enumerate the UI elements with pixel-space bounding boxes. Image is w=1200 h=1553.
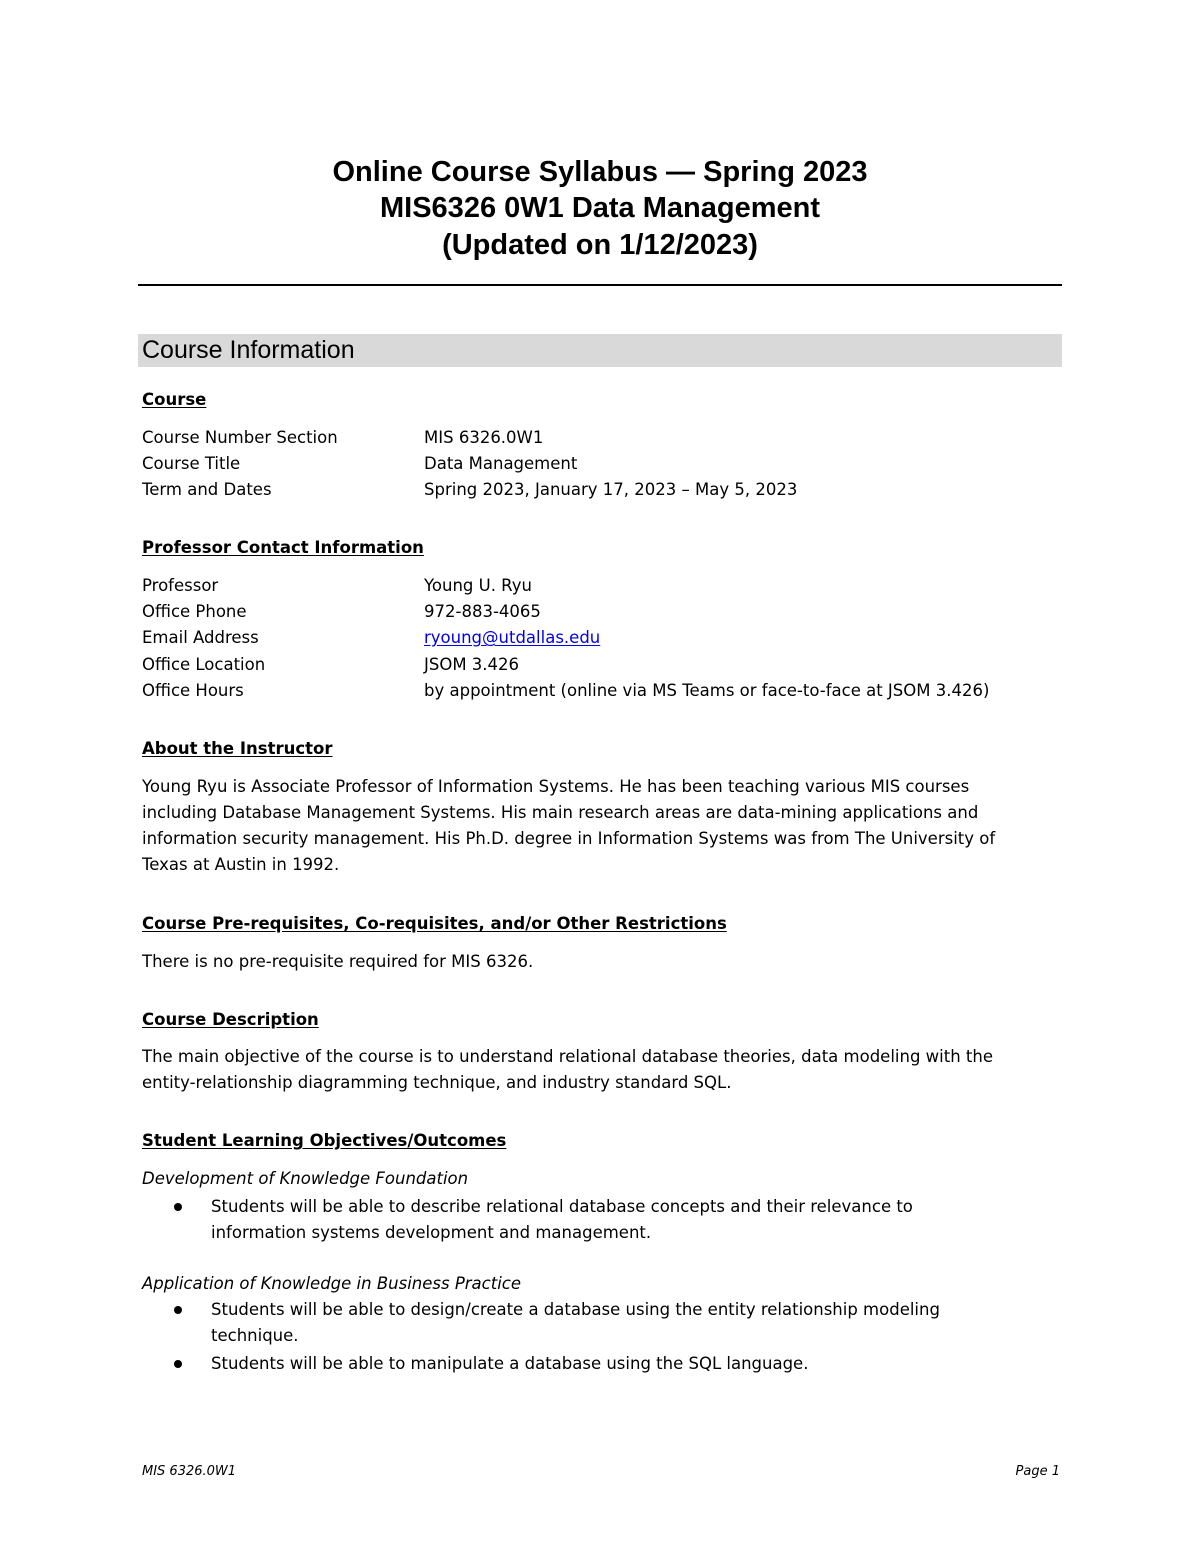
office-hours-label: Office Hours	[142, 681, 244, 700]
objective-2	[211, 1297, 1061, 1349]
professor-label: Professor	[142, 576, 219, 595]
objective-line: technique.	[211, 1326, 299, 1345]
email-link[interactable]: ryoung@utdallas.edu	[424, 628, 601, 647]
footer-page-number: Page 1	[1015, 1464, 1060, 1479]
course-title-value: Data Management	[424, 454, 578, 473]
bio-line: including Database Management Systems. His main research areas are data-mining applications and	[142, 803, 979, 822]
objective-group-1-title: Development of Knowledge Foundation	[142, 1169, 469, 1188]
bullet-icon	[174, 1306, 182, 1314]
office-phone-value: 972-883-4065	[424, 602, 541, 621]
office-location-label: Office Location	[142, 655, 266, 674]
prereq-text: There is no pre-requisite required for MIS 6326.	[142, 952, 534, 971]
course-number-value: MIS 6326.0W1	[424, 428, 544, 447]
instructor-bio	[142, 774, 1062, 878]
email-label: Email Address	[142, 628, 259, 647]
bullet-icon	[174, 1203, 182, 1211]
title-line-3: (Updated on 1/12/2023)	[442, 229, 758, 261]
objective-line: Students will be able to design/create a database using the entity relationship modeling	[211, 1300, 940, 1319]
objective-line: information systems development and management.	[211, 1223, 652, 1242]
objective-1	[211, 1194, 1061, 1246]
course-title-label: Course Title	[142, 454, 241, 473]
term-dates-label: Term and Dates	[142, 480, 272, 499]
description-heading: Course Description	[142, 1010, 319, 1029]
description-line: entity-relationship diagramming technique, and industry standard SQL.	[142, 1073, 732, 1092]
objective-group-2-title: Application of Knowledge in Business Practice	[142, 1274, 522, 1293]
instructor-heading: About the Instructor	[142, 739, 333, 758]
bullet-icon	[174, 1360, 182, 1368]
bio-line: Young Ryu is Associate Professor of Information Systems. He has been teaching various MIS courses	[142, 777, 970, 796]
title-line-2: MIS6326 0W1 Data Management	[380, 192, 820, 224]
office-hours-value: by appointment (online via MS Teams or face-to-face at JSOM 3.426)	[424, 681, 990, 700]
bio-line: Texas at Austin in 1992.	[142, 855, 340, 874]
title-divider	[138, 284, 1062, 286]
section-header-course-information	[138, 334, 1062, 367]
term-dates-value: Spring 2023, January 17, 2023 – May 5, 2023	[424, 480, 798, 499]
bio-line: information security management. His Ph.D. degree in Information Systems was from The University of	[142, 829, 996, 848]
prereq-heading: Course Pre-requisites, Co-requisites, and/or Other Restrictions	[142, 914, 727, 933]
section-title: Course Information	[142, 336, 355, 364]
course-number-label: Course Number Section	[142, 428, 338, 447]
office-phone-label: Office Phone	[142, 602, 247, 621]
description-line: The main objective of the course is to understand relational database theories, data modeling with the	[142, 1047, 993, 1066]
title-line-1: Online Course Syllabus — Spring 2023	[332, 156, 868, 188]
objective-line: Students will be able to describe relational database concepts and their relevance to	[211, 1197, 913, 1216]
professor-value: Young U. Ryu	[424, 576, 532, 595]
description-text	[142, 1044, 1062, 1096]
objective-3: Students will be able to manipulate a database using the SQL language.	[211, 1354, 809, 1373]
footer-course-code: MIS 6326.0W1	[142, 1464, 237, 1479]
office-location-value: JSOM 3.426	[424, 655, 520, 674]
objectives-heading: Student Learning Objectives/Outcomes	[142, 1131, 507, 1150]
course-heading: Course	[142, 390, 207, 409]
contact-heading: Professor Contact Information	[142, 538, 424, 557]
